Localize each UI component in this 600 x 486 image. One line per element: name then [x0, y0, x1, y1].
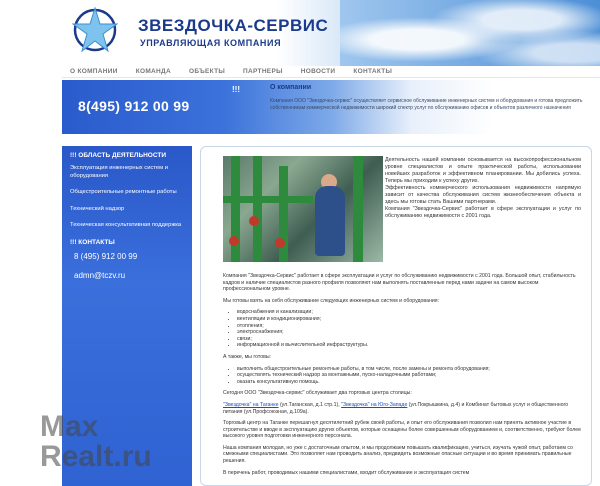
site-header: [62, 0, 600, 66]
article-body: [223, 273, 583, 481]
watermark-line-1: Max: [40, 410, 99, 443]
intro-column: [385, 157, 581, 220]
list-item: • вентиляции и кондиционирования;: [237, 316, 583, 323]
band-mark: !!!: [232, 85, 240, 94]
about-title: О компании: [270, 84, 312, 91]
article-paragraph: В перечень работ, проводимых нашими специалистами, входит обслуживание и эксплуатация систем: [223, 469, 470, 476]
sidebar-item-engineering[interactable]: Эксплуатация инженерных систем и оборудования: [70, 165, 168, 179]
intro-paragraph-3: Компания "Звездочка-Сервис" работает в сфере эксплуатации и услуг по обслуживанию недвижимости с 2001 года.: [385, 206, 581, 219]
list-item: • осуществлять технический надзор за монтажными, пуско-наладочными работами;: [237, 372, 583, 379]
about-intro: Компания ООО "Звездочка-сервис" осуществляет сервисное обслуживание инженерных систем и оборудования и готова предложить собственникам коммерческой недвижимости широкий спектр услуг по обслуживанию офисов и объектов различного назначения: [270, 98, 583, 111]
article-paragraph: Торговый центр на Таганке перешагнул десятилетний рубеж своей работы, и опыт его обслуживания позволил нам принять активное участие в строительстве и вводе в эксплуатацию других объектов, которые оснащены более совершенным оборудованием и, соответственно, требуют более высокого уровня подготовки инженерного персонала.: [223, 420, 582, 440]
article-paragraph: А также, мы готовы:: [223, 353, 272, 360]
sidebar-heading-activities: !!! ОБЛАСТЬ ДЕЯТЕЛЬНОСТИ: [70, 152, 167, 159]
intro-paragraph-2: Эффективность коммерческого использования недвижимости напрямую зависит от качества обслуживания систем жизнеобеспечения объекта и здесь мы готовы стать Вашими партнерами.: [385, 185, 581, 205]
brand-tagline: УПРАВЛЯЮЩАЯ КОМПАНИЯ: [140, 38, 282, 48]
list-item: • отопления;: [237, 323, 583, 330]
nav-item-contacts[interactable]: КОНТАКТЫ: [353, 68, 393, 75]
sidebar-item-repair[interactable]: Общестроительные ремонтные работы: [70, 189, 177, 195]
list-item: • электроснабжения;: [237, 329, 583, 336]
systems-list: [237, 309, 583, 349]
nav-item-news[interactable]: НОВОСТИ: [300, 68, 336, 75]
sidebar-heading-contacts: !!! КОНТАКТЫ: [70, 238, 115, 246]
list-item: • информационной и вычислительной инфраструктуры.: [237, 342, 583, 349]
sidebar-email[interactable]: admn@tczv.ru: [74, 270, 126, 280]
intro-paragraph-1: Деятельность нашей компании основывается на высокопрофессиональном уровне специалистов и опыте практической работы, использовании новейших разработок и эффективном планировании. Мы добились успеха. Теперь мы приходим к успеху других.: [385, 157, 581, 184]
article-paragraph: Наша компания молодая, но уже с достаточным опытом, и мы продолжаем повышать квалификацию, учиться, изучать чужой опыт, работаем со смежными специалистами. Это позволяет нам проводить анализ, предвидеть возможные опасные ситуации и во время принимать правильные решения.: [223, 444, 573, 465]
watermark-line-2: Realt.ru: [40, 440, 152, 473]
brand-name[interactable]: ЗВЕЗДОЧКА-СЕРВИС: [138, 16, 329, 35]
list-item: • выполнить общестроительные ремонтные работы, в том числе, после замены и ремонта оборудования;: [237, 366, 583, 373]
list-item: • оказать консультативную помощь.: [237, 379, 583, 386]
services-list: [237, 366, 583, 386]
article-paragraph: Сегодня ООО "Звездочка-сервис" обслуживает два торговых центра столицы:: [223, 390, 412, 397]
header-phone: 8(495) 912 00 99: [78, 98, 190, 114]
yugo-zapad-address: (ул.Покрышкина, д.4) и Комбинат бытовых услуг и общественного питания (ул.Профсоюзная, д.109а).: [223, 401, 569, 415]
watermark: [40, 412, 152, 472]
sidebar-item-supervision[interactable]: Технический надзор: [70, 205, 125, 212]
list-item: • водоснабжения и канализации;: [237, 309, 583, 316]
list-item: • связи;: [237, 336, 583, 343]
phone-band: [62, 80, 600, 134]
sidebar-phone: 8 (495) 912 00 99: [74, 251, 138, 261]
engineer-photo: [223, 156, 383, 262]
sidebar-item-consulting[interactable]: Техническая консультативная поддержка: [70, 222, 182, 228]
article-paragraph: Компания "Звездочка-Сервис" работает в сфере эксплуатации и услуг по обслуживанию недвижимости с 2001 года. Большой опыт, стабильность кадров и наличие специалистов разного профиля позволяют нам выполнять поставленные перед нами задачи на самом высоком профессиональном уровне.: [223, 273, 576, 293]
yugo-zapad-link[interactable]: "Звездочка" на Юго-Западе: [341, 401, 408, 408]
taganka-address: (ул.Таганская, д.1 стр.1),: [278, 401, 342, 408]
sky-clouds-image: [340, 0, 600, 66]
star-icon[interactable]: [72, 6, 118, 54]
nav-item-about[interactable]: О КОМПАНИИ: [70, 68, 118, 75]
taganka-link[interactable]: "Звездочка" на Таганке: [223, 401, 279, 408]
nav-item-partners[interactable]: ПАРТНЕРЫ: [243, 68, 283, 75]
objects-paragraph: [223, 402, 583, 415]
main-nav: [62, 66, 600, 78]
nav-item-team[interactable]: КОМАНДА: [135, 68, 171, 75]
article-paragraph: Мы готовы взять на себя обслуживание следующих инженерных систем и оборудования:: [223, 297, 440, 304]
nav-item-objects[interactable]: ОБЪЕКТЫ: [188, 68, 226, 75]
content-panel: [200, 146, 592, 486]
